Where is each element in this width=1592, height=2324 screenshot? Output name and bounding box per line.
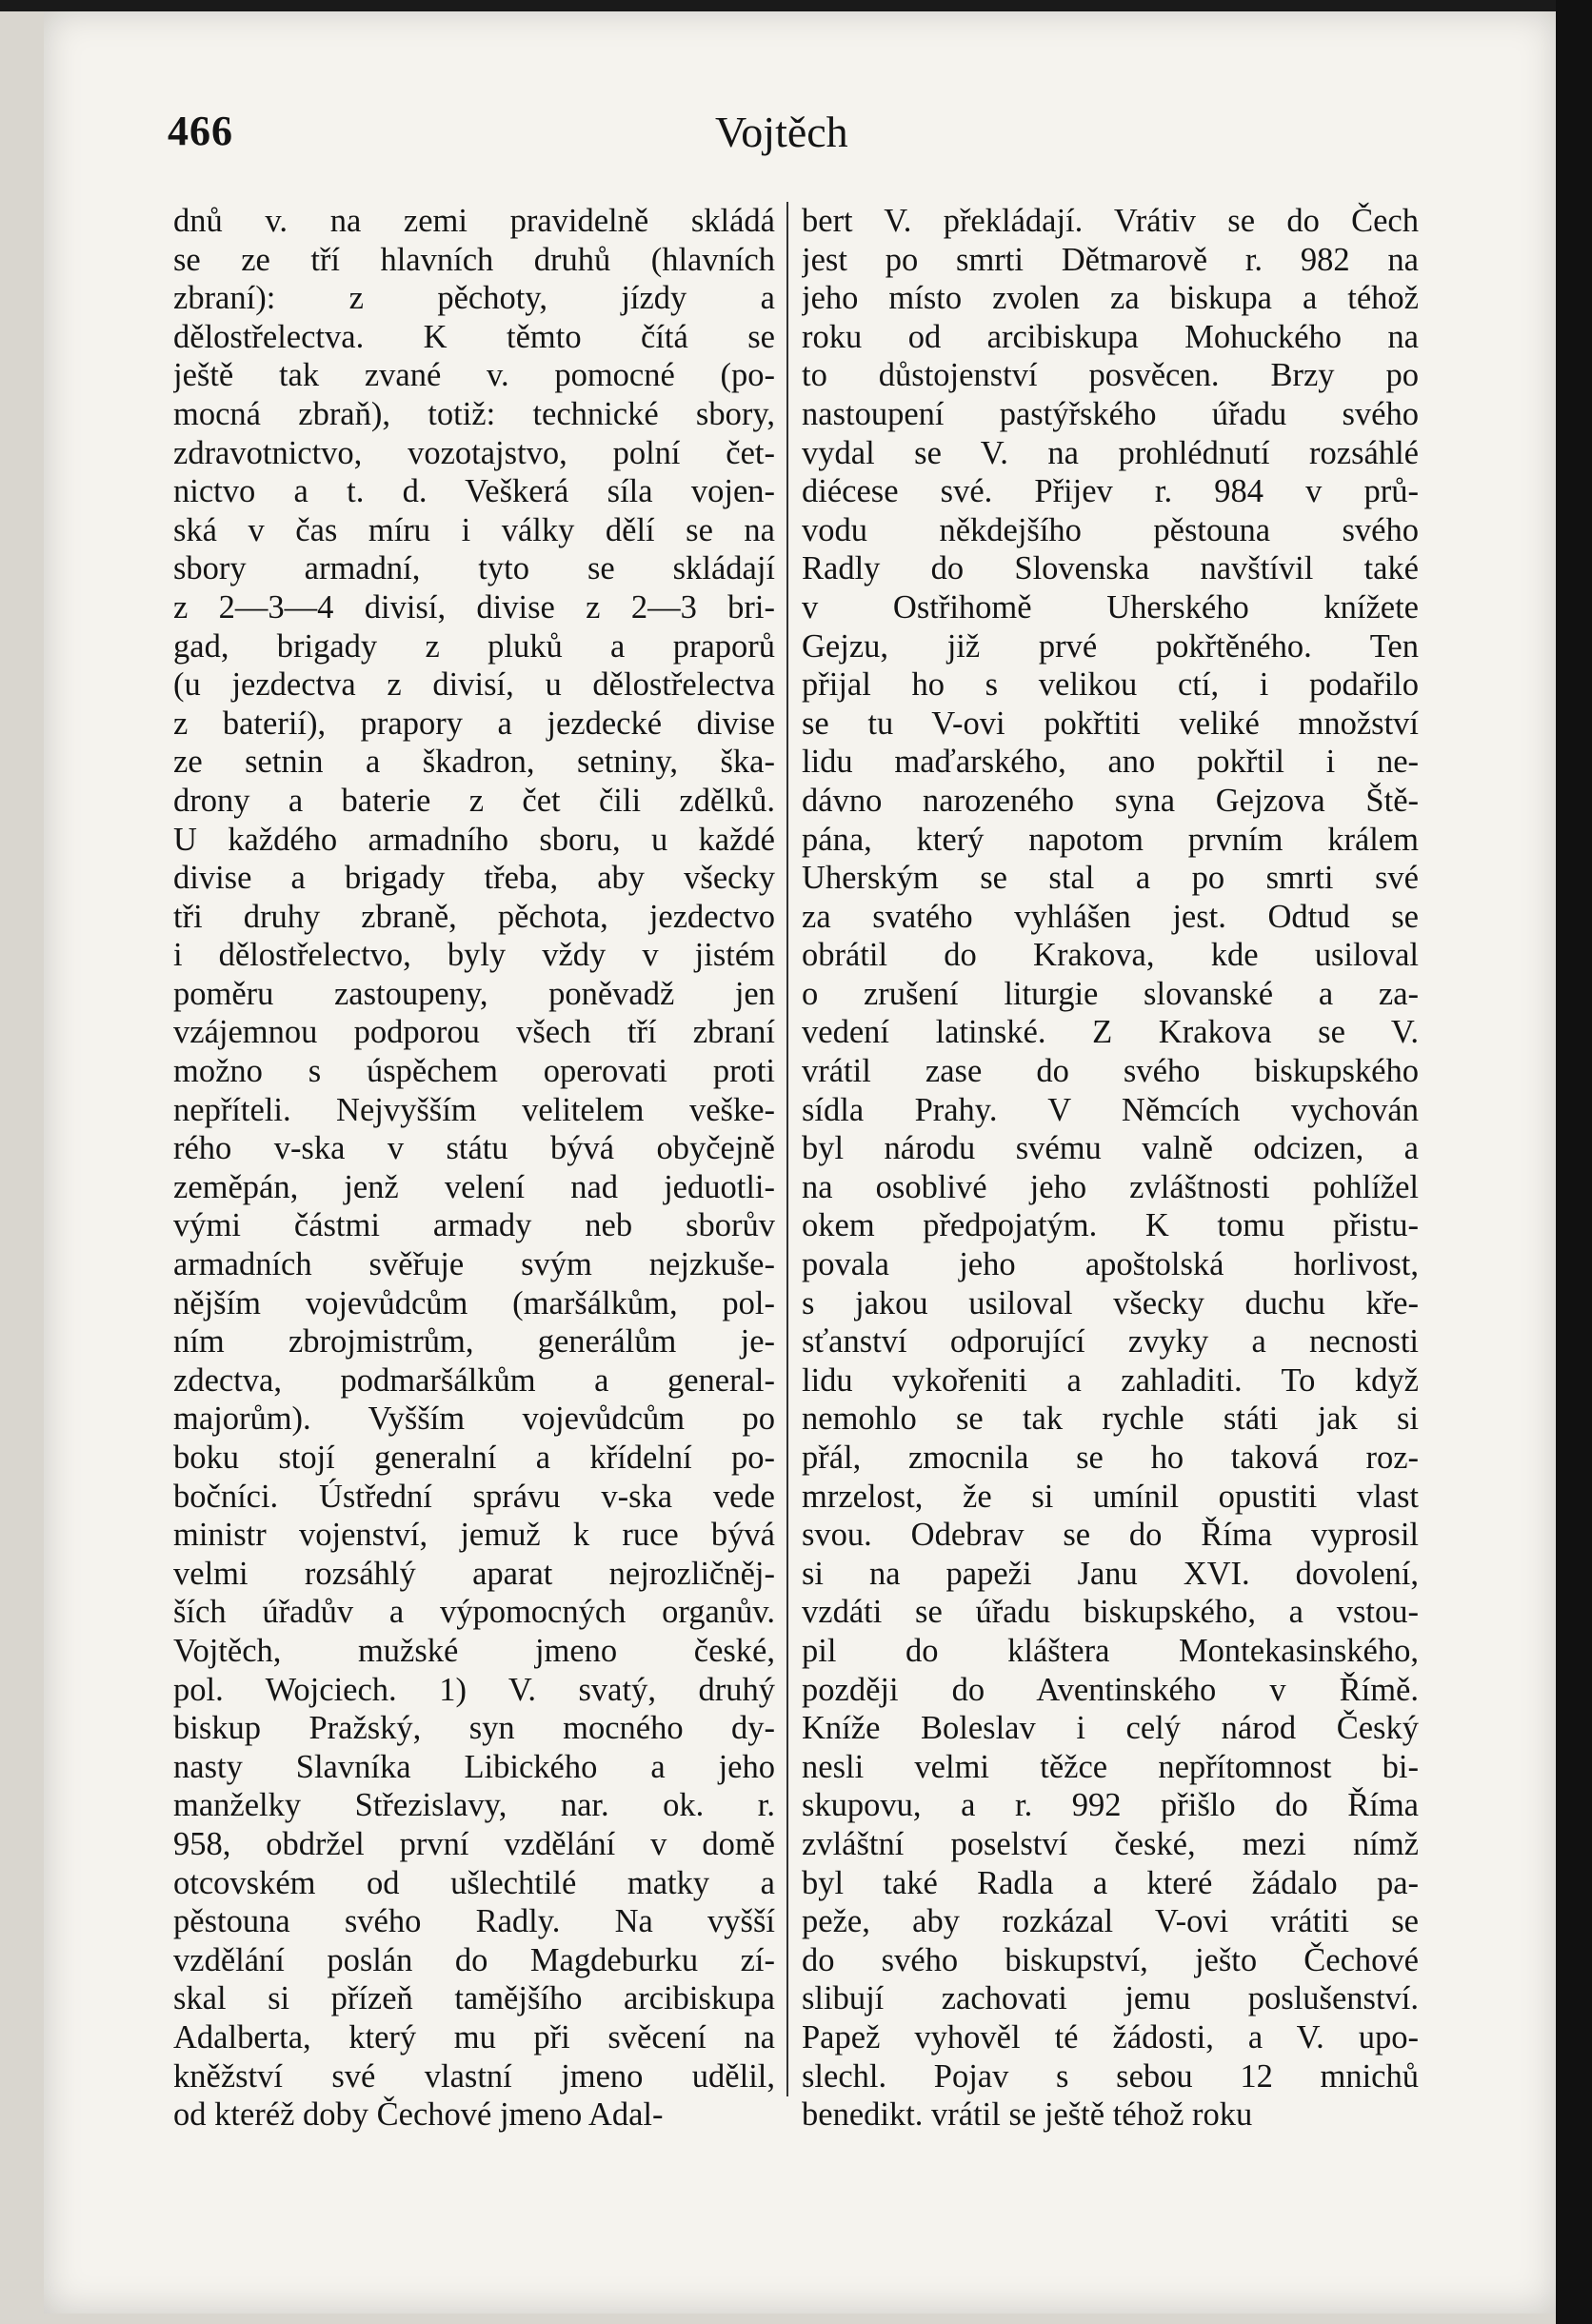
text-line: dnů v. na zemi pravidelně skládá	[173, 203, 775, 239]
text-line: byl národu svému valně odcizen, a	[802, 1130, 1419, 1167]
text-line: poměru zastoupeny, poněvadž jen	[173, 975, 775, 1012]
text-line: gad, brigady z pluků a praporů	[173, 627, 775, 665]
text-line: peže, aby rozkázal V-ovi vrátiti se	[802, 1903, 1419, 1940]
text-line: jest po smrti Dětmarově r. 982 na	[802, 241, 1419, 278]
text-line: nasty Slavníka Libického a jeho	[173, 1748, 775, 1785]
text-line: možno s úspěchem operovati proti	[173, 1053, 775, 1090]
text-line: Vojtěch, mužské jmeno české,	[173, 1632, 775, 1669]
text-line: Radly do Slovenska navštívil také	[802, 550, 1419, 587]
text-line: biskup Pražský, syn mocného dy-	[173, 1710, 775, 1747]
text-line: okem předpojatým. K tomu přistu-	[802, 1207, 1419, 1244]
text-line: sťanství odporující zvyky a necnosti	[802, 1323, 1419, 1361]
text-line: obrátil do Krakova, kde usiloval	[802, 937, 1419, 974]
text-line: Kníže Boleslav i celý národ Český	[802, 1710, 1419, 1747]
text-line: skupovu, a r. 992 přišlo do Říma	[802, 1787, 1419, 1824]
text-line: zvláštní poselství české, mezi nímž	[802, 1825, 1419, 1862]
text-line: pána, který napotom prvním králem	[802, 821, 1419, 858]
text-line: dávno narozeného syna Gejzova Ště-	[802, 782, 1419, 819]
text-line: svou. Odebrav se do Říma vyprosil	[802, 1517, 1419, 1554]
text-line: si na papeži Janu XVI. dovolení,	[802, 1555, 1419, 1592]
text-line: sídla Prahy. V Němcích vychován	[802, 1091, 1419, 1128]
text-line: ších úřadův a výpomocných organův.	[173, 1594, 775, 1631]
text-line: benedikt. vrátil se ještě téhož roku	[802, 2096, 1253, 2134]
text-line: manželky Střezislavy, nar. ok. r.	[173, 1787, 775, 1824]
text-line: 958, obdržel první vzdělání v domě	[173, 1825, 775, 1862]
scan-right-edge	[1556, 0, 1592, 2324]
text-line: kněžství své vlastní jmeno udělil,	[173, 2057, 775, 2095]
text-line: ním zbrojmistrům, generálům je-	[173, 1323, 775, 1361]
text-line: pil do kláštera Montekasinského,	[802, 1632, 1419, 1669]
text-line: vydal se V. na prohlédnutí rozsáhlé	[802, 434, 1419, 471]
text-line: vzdělání poslán do Magdeburku zí-	[173, 1941, 775, 1978]
text-line: zdravotnictvo, vozotajstvo, polní čet-	[173, 434, 775, 471]
text-line: bočníci. Ústřední správu v-ska vede	[173, 1478, 775, 1515]
text-line: o zrušení liturgie slovanské a za-	[802, 975, 1419, 1012]
text-line: pol. Wojciech. 1) V. svatý, druhý	[173, 1671, 775, 1708]
text-line: slibují zachovati jemu poslušenství.	[802, 1980, 1419, 2017]
text-line: ze setnin a škadron, setniny, ška-	[173, 744, 775, 781]
text-line: velmi rozsáhlý aparat nejrozličněj-	[173, 1555, 775, 1592]
text-line: povala jeho apoštolská horlivost,	[802, 1246, 1419, 1283]
text-line: dělostřelectva. K těmto čítá se	[173, 318, 775, 355]
text-line: od kteréž doby Čechové jmeno Adal-	[173, 2096, 664, 2134]
text-line: lidu maďarského, ano pokřtil i ne-	[802, 744, 1419, 781]
text-line: jeho místo zvolen za biskupa a téhož	[802, 280, 1419, 317]
text-line: z 2—3—4 divisí, divise z 2—3 bri-	[173, 588, 775, 626]
text-line: s jakou usiloval všecky duchu kře-	[802, 1284, 1419, 1321]
text-line: nesli velmi těžce nepřítomnost bi-	[802, 1748, 1419, 1785]
text-line: z baterií), prapory a jezdecké divise	[173, 705, 775, 742]
text-line: sbory armadní, tyto se skládají	[173, 550, 775, 587]
text-line: vzdáti se úřadu biskupského, a vstou-	[802, 1594, 1419, 1631]
text-line: vrátil zase do svého biskupského	[802, 1053, 1419, 1090]
text-line: otcovském od ušlechtilé matky a	[173, 1864, 775, 1901]
text-line: vzájemnou podporou všech tří zbraní	[173, 1014, 775, 1051]
text-line: drony a baterie z čet čili zdělků.	[173, 782, 775, 819]
text-line: rého v-ska v státu bývá obyčejně	[173, 1130, 775, 1167]
text-line: později do Aventinského v Římě.	[802, 1671, 1419, 1708]
text-line: Papež vyhověl té žádosti, a V. upo-	[802, 2018, 1419, 2056]
text-line: byl také Radla a které žádalo pa-	[802, 1864, 1419, 1901]
text-line: v Ostřihomě Uherského knížete	[802, 588, 1419, 626]
text-line: do svého biskupství, ješto Čechové	[802, 1941, 1419, 1978]
text-line: diécese své. Přijev r. 984 v prů-	[802, 473, 1419, 510]
text-line: zeměpán, jenž velení nad jeduotli-	[173, 1168, 775, 1205]
running-head: Vojtěch	[715, 108, 848, 156]
left-column	[173, 202, 775, 2135]
text-line: mocná zbraň), totiž: technické sbory,	[173, 395, 775, 432]
text-line: roku od arcibiskupa Mohuckého na	[802, 318, 1419, 355]
page-header	[168, 107, 1424, 173]
text-line: slechl. Pojav s sebou 12 mnichů	[802, 2057, 1419, 2095]
page-number: 466	[168, 108, 233, 154]
text-line: přijal ho s velikou ctí, i podařilo	[802, 666, 1419, 704]
text-line: se tu V-ovi pokřtiti veliké množství	[802, 705, 1419, 742]
text-line: nepříteli. Nejvyšším velitelem veške-	[173, 1091, 775, 1128]
text-line: mrzelost, že si umínil opustiti vlast	[802, 1478, 1419, 1515]
text-line: boku stojí generalní a křídelní po-	[173, 1440, 775, 1476]
text-line: pěstouna svého Radly. Na vyšší	[173, 1903, 775, 1940]
text-line: divise a brigady třeba, aby všecky	[173, 860, 775, 897]
text-line: (u jezdectva z divisí, u dělostřelectva	[173, 666, 775, 704]
text-line: přál, zmocnila se ho taková roz-	[802, 1440, 1419, 1476]
text-line: majorům). Vyšším vojevůdcům po	[173, 1400, 775, 1438]
text-line: bert V. překládají. Vrátiv se do Čech	[802, 203, 1419, 239]
scan-top-edge	[0, 0, 1592, 11]
text-line: tři druhy zbraně, pěchota, jezdectvo	[173, 898, 775, 935]
text-line: U každého armadního sboru, u každé	[173, 821, 775, 858]
text-line: Uherským se stal a po smrti své	[802, 860, 1419, 897]
text-line: nějším vojevůdcům (maršálkům, pol-	[173, 1284, 775, 1321]
column-divider	[786, 202, 788, 2096]
text-line: vodu někdejšího pěstouna svého	[802, 511, 1419, 548]
text-line: armadních svěřuje svým nejzkuše-	[173, 1246, 775, 1283]
text-line: ministr vojenství, jemuž k ruce bývá	[173, 1517, 775, 1554]
text-line: na osoblivé jeho zvláštnosti pohlížel	[802, 1168, 1419, 1205]
text-line: lidu vykořeniti a zahladiti. To když	[802, 1361, 1419, 1399]
text-line: vými částmi armady neb sborův	[173, 1207, 775, 1244]
text-line: ská v čas míru i války dělí se na	[173, 511, 775, 548]
text-line: to důstojenství posvěcen. Brzy po	[802, 357, 1419, 394]
text-line: se ze tří hlavních druhů (hlavních	[173, 241, 775, 278]
text-line: ještě tak zvané v. pomocné (po-	[173, 357, 775, 394]
text-line: i dělostřelectvo, byly vždy v jistém	[173, 937, 775, 974]
text-line: nictvo a t. d. Veškerá síla vojen-	[173, 473, 775, 510]
text-line: skal si přízeň tamějšího arcibiskupa	[173, 1980, 775, 2017]
text-line: vedení latinské. Z Krakova se V.	[802, 1014, 1419, 1051]
text-line: Gejzu, již prvé pokřtěného. Ten	[802, 627, 1419, 665]
right-column	[802, 202, 1419, 2135]
text-line: Adalberta, který mu při svěcení na	[173, 2018, 775, 2056]
text-line: nastoupení pastýřského úřadu svého	[802, 395, 1419, 432]
text-line: zbraní): z pěchoty, jízdy a	[173, 280, 775, 317]
text-line: zdectva, podmaršálkům a general-	[173, 1361, 775, 1399]
text-line: za svatého vyhlášen jest. Odtud se	[802, 898, 1419, 935]
text-line: nemohlo se tak rychle státi jak si	[802, 1400, 1419, 1438]
